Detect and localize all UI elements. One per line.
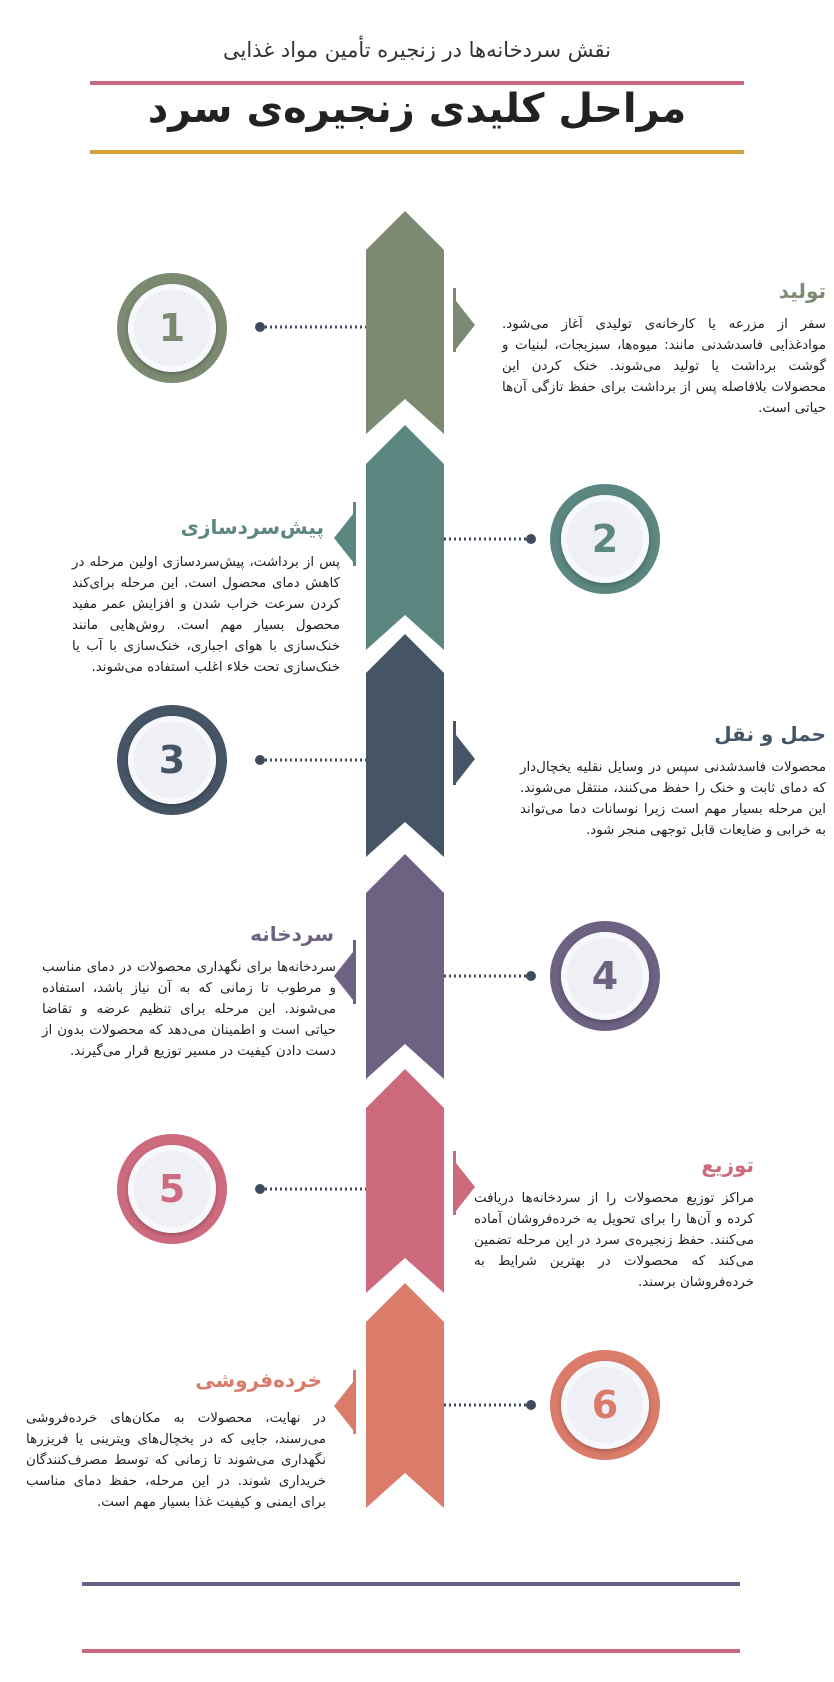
step-4-number: 4: [591, 954, 619, 998]
step-6-circle: [550, 1350, 660, 1460]
step-1-text: سفر از مزرعه یا کارخانه‌ی تولیدی آغاز می‌شود. موادغذایی فاسدشدنی مانند: میوه‌ها، سبزیجات، لبنیات و گوشت برداشت یا تولید می‌شوند. خنک کردن این محصولات بلافاصله پس از برداشت برای حفظ تازگی آن‌ها حیاتی است.: [502, 317, 826, 416]
chevron-3: [366, 634, 444, 857]
chevron-2: [366, 425, 444, 650]
step-4-circle: [550, 921, 660, 1031]
chevron-6: [366, 1283, 444, 1508]
connector-1: [255, 322, 366, 332]
connector-3: [255, 755, 366, 765]
step-5-circle: [117, 1134, 227, 1244]
step-3-number: 3: [158, 738, 186, 782]
chevron-4: [366, 854, 444, 1079]
footer-rule-purple: [82, 1582, 740, 1586]
step-1-circle: [117, 273, 227, 383]
connector-5: [255, 1184, 366, 1194]
step-2-title: پیش‌سردسازی: [180, 515, 324, 539]
step-6-title: خرده‌فروشی: [195, 1368, 322, 1392]
connector-6: [444, 1400, 536, 1410]
chevron-1: [366, 211, 444, 434]
step-3-circle: [117, 705, 227, 815]
subtitle: نقش سردخانه‌ها در زنجیره تأمین مواد غذایی: [222, 38, 612, 62]
step-1-title: تولید: [778, 279, 826, 303]
chevron-5: [366, 1069, 444, 1293]
footer-rule-pink: [82, 1649, 740, 1653]
step-1-number: 1: [158, 306, 186, 350]
connector-4: [444, 971, 536, 981]
pointer-4: [334, 940, 356, 1004]
pointer-6: [334, 1370, 356, 1434]
step-6-text: در نهایت، محصولات به مکان‌های خرده‌فروشی می‌رسند، جایی که در یخچال‌های ویترینی یا فریزرها نگهداری می‌شوند تا زمانی که توسط مصرف‌کنندگان خریداری شوند. در این مرحله، حفظ دمای مناسب برای ایمنی و کیفیت غذا بسیار مهم است.: [26, 1411, 326, 1510]
pointer-1: [453, 288, 475, 352]
step-3-title: حمل و نقل: [714, 722, 826, 746]
step-3-text: محصولات فاسدشدنی سپس در وسایل نقلیه یخچال‌دار که دمای ثابت و خنک را حفظ می‌کنند، منتقل می‌شوند. این مرحله بسیار مهم است زیرا نوسانات دما می‌تواند به خرابی و ضایعات قابل توجهی منجر شود.: [520, 760, 826, 838]
step-5-number: 5: [158, 1167, 186, 1211]
pointer-5: [453, 1151, 475, 1215]
page-title: مراحل کلیدی زنجیره‌ی سرد: [147, 86, 687, 132]
pointer-3: [453, 721, 475, 785]
step-5-text: مراکز توزیع محصولات را از سردخانه‌ها دریافت کرده و آن‌ها را برای تحویل به خرده‌فروشان آماده می‌کنند. حفظ زنجیره‌ی سرد در این مرحله تضمین می‌کند که محصولات در بهترین شرایط به خرده‌فروشان برسند.: [474, 1191, 754, 1290]
step-6-number: 6: [591, 1383, 619, 1427]
step-4-title: سردخانه: [250, 922, 334, 946]
step-2-text: پس از برداشت، پیش‌سردسازی اولین مرحله در کاهش دمای محصول است. این مرحله برای‌کند کردن سرعت خراب شدن و افزایش عمر مفید محصول بسیار مهم است. روش‌هایی مانند خنک‌سازی با هوای اجباری، خنک‌سازی با آب یا خنک‌سازی تحت خلاء اغلب استفاده می‌شوند.: [72, 555, 340, 675]
step-2-circle: [550, 484, 660, 594]
step-2-number: 2: [591, 517, 619, 561]
connector-2: [444, 534, 536, 544]
step-5-title: توزیع: [701, 1153, 754, 1177]
step-4-text: سردخانه‌ها برای نگهداری محصولات در دمای مناسب و مرطوب تا زمانی که به آن نیاز باشد، استفاده می‌شوند. این مرحله برای تنظیم عرضه و تقاضا حیاتی است و اطمینان می‌دهد که محصولات بدون از دست دادن کیفیت در مسیر توزیع قرار می‌گیرند.: [42, 960, 336, 1059]
